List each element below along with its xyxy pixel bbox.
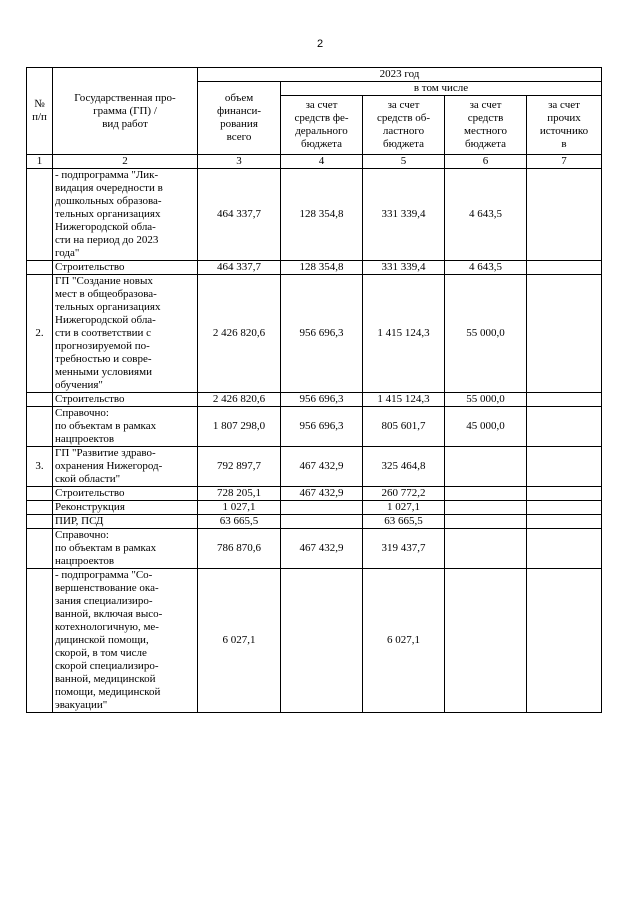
row-name: Строительство — [53, 487, 198, 501]
row-regional: 1 415 124,3 — [363, 393, 445, 407]
table-row — [27, 261, 602, 275]
row-name: ПИР, ПСД — [53, 515, 198, 529]
table-row — [27, 407, 602, 447]
row-local — [445, 569, 527, 713]
budget-table — [26, 67, 602, 713]
row-other — [527, 569, 602, 713]
row-other — [527, 261, 602, 275]
row-federal: 467 432,9 — [281, 447, 363, 487]
row-name: - подпрограмма "Лик- видация очередности в дошкольных образова- тельных организациях Нижегородской обла- сти на период до 2023 года" — [53, 169, 198, 261]
row-total: 63 665,5 — [198, 515, 281, 529]
row-local — [445, 529, 527, 569]
row-federal: 467 432,9 — [281, 487, 363, 501]
row-name: Реконструкция — [53, 501, 198, 515]
row-other — [527, 529, 602, 569]
row-other — [527, 407, 602, 447]
row-total: 464 337,7 — [198, 169, 281, 261]
row-federal: 956 696,3 — [281, 393, 363, 407]
row-regional: 6 027,1 — [363, 569, 445, 713]
row-other — [527, 515, 602, 529]
table-row — [27, 569, 602, 713]
row-total: 792 897,7 — [198, 447, 281, 487]
row-regional: 805 601,7 — [363, 407, 445, 447]
row-local: 45 000,0 — [445, 407, 527, 447]
table-row — [27, 275, 602, 393]
row-number — [27, 407, 53, 447]
row-number — [27, 487, 53, 501]
header-num: № п/п — [27, 68, 53, 155]
table-row — [27, 501, 602, 515]
row-other — [527, 447, 602, 487]
row-total: 464 337,7 — [198, 261, 281, 275]
page-number: 2 — [316, 38, 324, 50]
row-name: ГП "Развитие здраво- охранения Нижегород- ской области" — [53, 447, 198, 487]
row-local: 55 000,0 — [445, 275, 527, 393]
row-local: 55 000,0 — [445, 393, 527, 407]
col-index: 4 — [281, 155, 363, 169]
row-total: 1 027,1 — [198, 501, 281, 515]
row-other — [527, 501, 602, 515]
row-federal: 956 696,3 — [281, 407, 363, 447]
row-total: 2 426 820,6 — [198, 275, 281, 393]
row-regional: 319 437,7 — [363, 529, 445, 569]
row-local — [445, 515, 527, 529]
col-index: 7 — [527, 155, 602, 169]
row-number — [27, 501, 53, 515]
row-federal — [281, 515, 363, 529]
header-year: 2023 год — [198, 68, 602, 82]
table-row — [27, 487, 602, 501]
header-row-year — [27, 68, 602, 82]
row-name: Справочно: по объектам в рамках нацпроектов — [53, 529, 198, 569]
row-federal — [281, 501, 363, 515]
header-total: объем финанси- рования всего — [198, 82, 281, 155]
col-index: 1 — [27, 155, 53, 169]
header-federal: за счет средств фе- дерального бюджета — [281, 96, 363, 155]
row-regional: 331 339,4 — [363, 261, 445, 275]
row-number — [27, 515, 53, 529]
row-number — [27, 569, 53, 713]
row-federal: 956 696,3 — [281, 275, 363, 393]
header-regional: за счет средств об- ластного бюджета — [363, 96, 445, 155]
row-total: 2 426 820,6 — [198, 393, 281, 407]
row-number — [27, 529, 53, 569]
row-name: Строительство — [53, 261, 198, 275]
row-name: ГП "Создание новых мест в общеобразова- тельных организациях Нижегородской обла- сти в соответствии с прогнозируемой по- требностью и совре- менными условиями обучения" — [53, 275, 198, 393]
row-local: 4 643,5 — [445, 261, 527, 275]
row-name: Строительство — [53, 393, 198, 407]
row-regional: 325 464,8 — [363, 447, 445, 487]
row-total: 786 870,6 — [198, 529, 281, 569]
header-other: за счет прочих источнико в — [527, 96, 602, 155]
row-name: - подпрограмма "Со- вершенствование ока- зания специализиро- ванной, включая высо- котехнологичную, ме- дицинской помощи, скорой, в том числе скорой специализиро- ванной, медицинской помощи, медицинской эвакуации" — [53, 569, 198, 713]
col-index: 6 — [445, 155, 527, 169]
row-regional: 331 339,4 — [363, 169, 445, 261]
row-other — [527, 169, 602, 261]
column-index-row — [27, 155, 602, 169]
row-federal: 467 432,9 — [281, 529, 363, 569]
row-name: Справочно: по объектам в рамках нацпроектов — [53, 407, 198, 447]
row-number — [27, 169, 53, 261]
header-program: Государственная про- грамма (ГП) / вид работ — [53, 68, 198, 155]
row-federal: 128 354,8 — [281, 169, 363, 261]
row-other — [527, 393, 602, 407]
row-federal — [281, 569, 363, 713]
table-row — [27, 393, 602, 407]
table-row — [27, 447, 602, 487]
row-local — [445, 487, 527, 501]
row-number — [27, 261, 53, 275]
row-number: 3. — [27, 447, 53, 487]
row-total: 6 027,1 — [198, 569, 281, 713]
row-other — [527, 487, 602, 501]
row-local — [445, 501, 527, 515]
row-total: 1 807 298,0 — [198, 407, 281, 447]
col-index: 2 — [53, 155, 198, 169]
col-index: 5 — [363, 155, 445, 169]
header-including: в том числе — [281, 82, 602, 96]
row-other — [527, 275, 602, 393]
row-regional: 1 415 124,3 — [363, 275, 445, 393]
table-row — [27, 529, 602, 569]
row-local — [445, 447, 527, 487]
row-regional: 1 027,1 — [363, 501, 445, 515]
row-federal: 128 354,8 — [281, 261, 363, 275]
row-regional: 63 665,5 — [363, 515, 445, 529]
header-local: за счет средств местного бюджета — [445, 96, 527, 155]
row-number — [27, 393, 53, 407]
row-number: 2. — [27, 275, 53, 393]
col-index: 3 — [198, 155, 281, 169]
row-total: 728 205,1 — [198, 487, 281, 501]
row-regional: 260 772,2 — [363, 487, 445, 501]
table-row — [27, 169, 602, 261]
table-row — [27, 515, 602, 529]
row-local: 4 643,5 — [445, 169, 527, 261]
